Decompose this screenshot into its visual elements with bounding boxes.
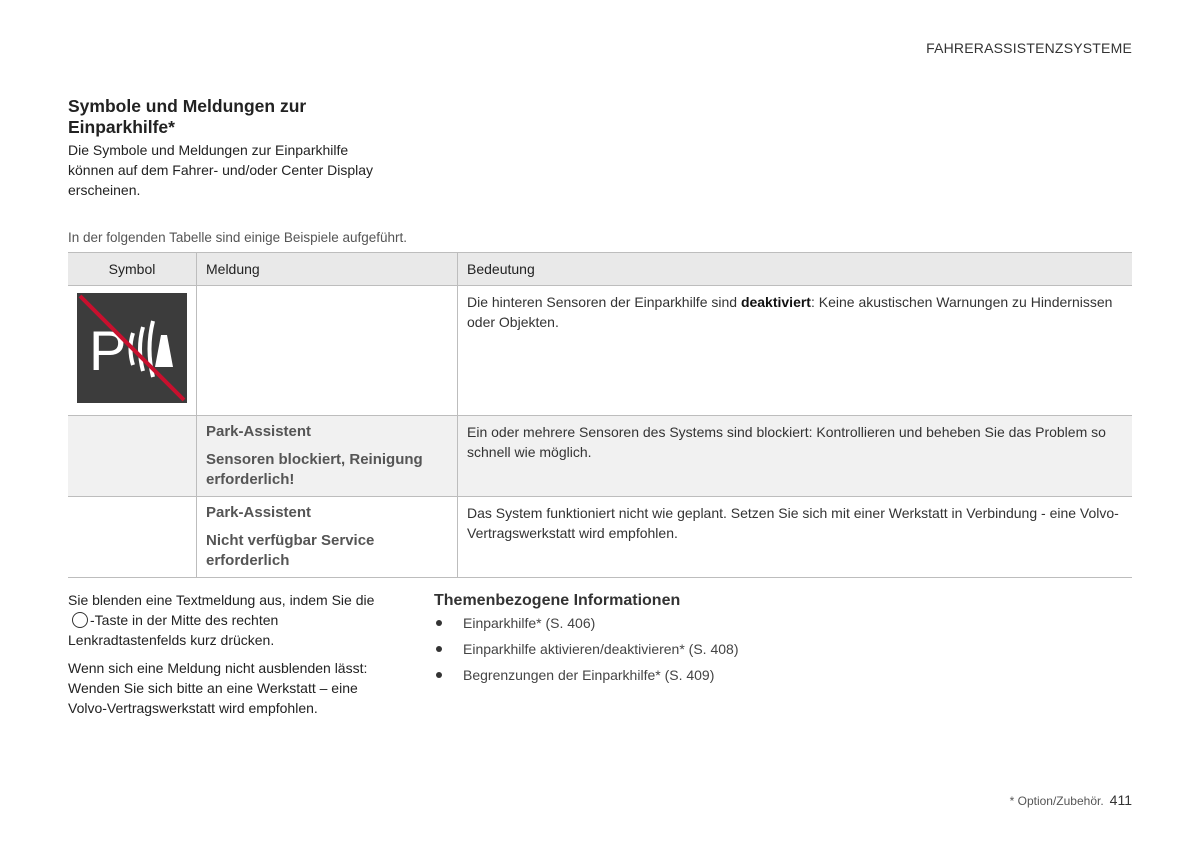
related-link[interactable]: Einparkhilfe* (S. 406)	[463, 615, 596, 631]
table-row	[68, 416, 1132, 497]
meaning-cell: Ein oder mehrere Sensoren des Systems sind blockiert: Kontrollieren und beheben Sie das Problem so schnell wie möglich.	[458, 416, 1133, 497]
related-item[interactable]	[434, 639, 934, 659]
symbols-table	[68, 252, 1132, 578]
message-text: Nicht verfügbar Service erforderlich	[206, 532, 375, 569]
intro-text: Die Symbole und Meldungen zur Einparkhilfe können auf dem Fahrer- und/oder Center Display erscheinen.	[68, 142, 374, 198]
column-header-message: Meldung	[197, 253, 458, 286]
circle-button-icon	[72, 612, 88, 628]
message-cell	[197, 416, 458, 497]
footer	[1010, 792, 1132, 808]
table-row	[68, 497, 1132, 578]
meaning-emphasis: deaktiviert	[740, 294, 811, 310]
related-link[interactable]: Begrenzungen der Einparkhilfe* (S. 409)	[463, 667, 715, 683]
message-title: Park-Assistent	[206, 423, 312, 440]
symbol-cell	[68, 416, 197, 497]
page-title: Symbole und Meldungen zur Einparkhilfe*	[68, 96, 307, 137]
related-item[interactable]	[434, 665, 934, 685]
meaning-cell: Das System funktioniert nicht wie geplant. Setzen Sie sich mit einer Werkstatt in Verbindung - eine Volvo-Vertragswerkstatt wird empfohlen.	[458, 497, 1133, 578]
paragraph-text: Sie blenden eine Textmeldung aus, indem Sie die	[68, 592, 375, 608]
table-intro-text: In der folgenden Tabelle sind einige Beispiele aufgeführt.	[68, 230, 407, 245]
paragraph: Wenn sich eine Meldung nicht ausblenden lässt: Wenden Sie sich bitte an eine Werkstatt – eine Volvo-Vertragswerkstatt wird empfohlen.	[68, 660, 368, 716]
svg-text:P: P	[89, 319, 127, 382]
section-header: FAHRERASSISTENZSYSTEME	[926, 40, 1132, 56]
related-item[interactable]	[434, 613, 934, 633]
column-header-meaning: Bedeutung	[458, 253, 1133, 286]
related-info	[434, 591, 934, 691]
footnote-text: * Option/Zubehör.	[1009, 794, 1104, 808]
bullet-icon	[436, 646, 442, 652]
meaning-cell	[458, 286, 1133, 416]
meaning-text: Die hinteren Sensoren der Einparkhilfe sind	[467, 294, 741, 310]
message-title: Park-Assistent	[206, 504, 312, 521]
parking-sensor-deactivated-icon	[77, 293, 187, 403]
dismiss-instructions	[68, 590, 398, 726]
meaning-text: : Keine akustischen Warnungen zu Hindernissen oder Objekten.	[467, 294, 1113, 330]
paragraph-text: -Taste in der Mitte des rechten Lenkradtastenfelds kurz drücken.	[68, 612, 279, 648]
table-header-row	[68, 253, 1132, 286]
message-cell	[197, 286, 458, 416]
symbol-cell	[68, 286, 197, 416]
message-cell	[197, 497, 458, 578]
bullet-icon	[436, 672, 442, 678]
symbol-cell	[68, 497, 197, 578]
bullet-icon	[436, 620, 442, 626]
related-link[interactable]: Einparkhilfe aktivieren/deaktivieren* (S. 408)	[463, 641, 739, 657]
page-number: 411	[1109, 792, 1132, 808]
related-list	[434, 613, 934, 685]
column-header-symbol: Symbol	[68, 253, 197, 286]
paragraph	[68, 590, 398, 650]
message-text: Sensoren blockiert, Reinigung erforderlich!	[206, 451, 423, 488]
related-heading: Themenbezogene Informationen	[434, 592, 681, 609]
table-row	[68, 286, 1132, 416]
